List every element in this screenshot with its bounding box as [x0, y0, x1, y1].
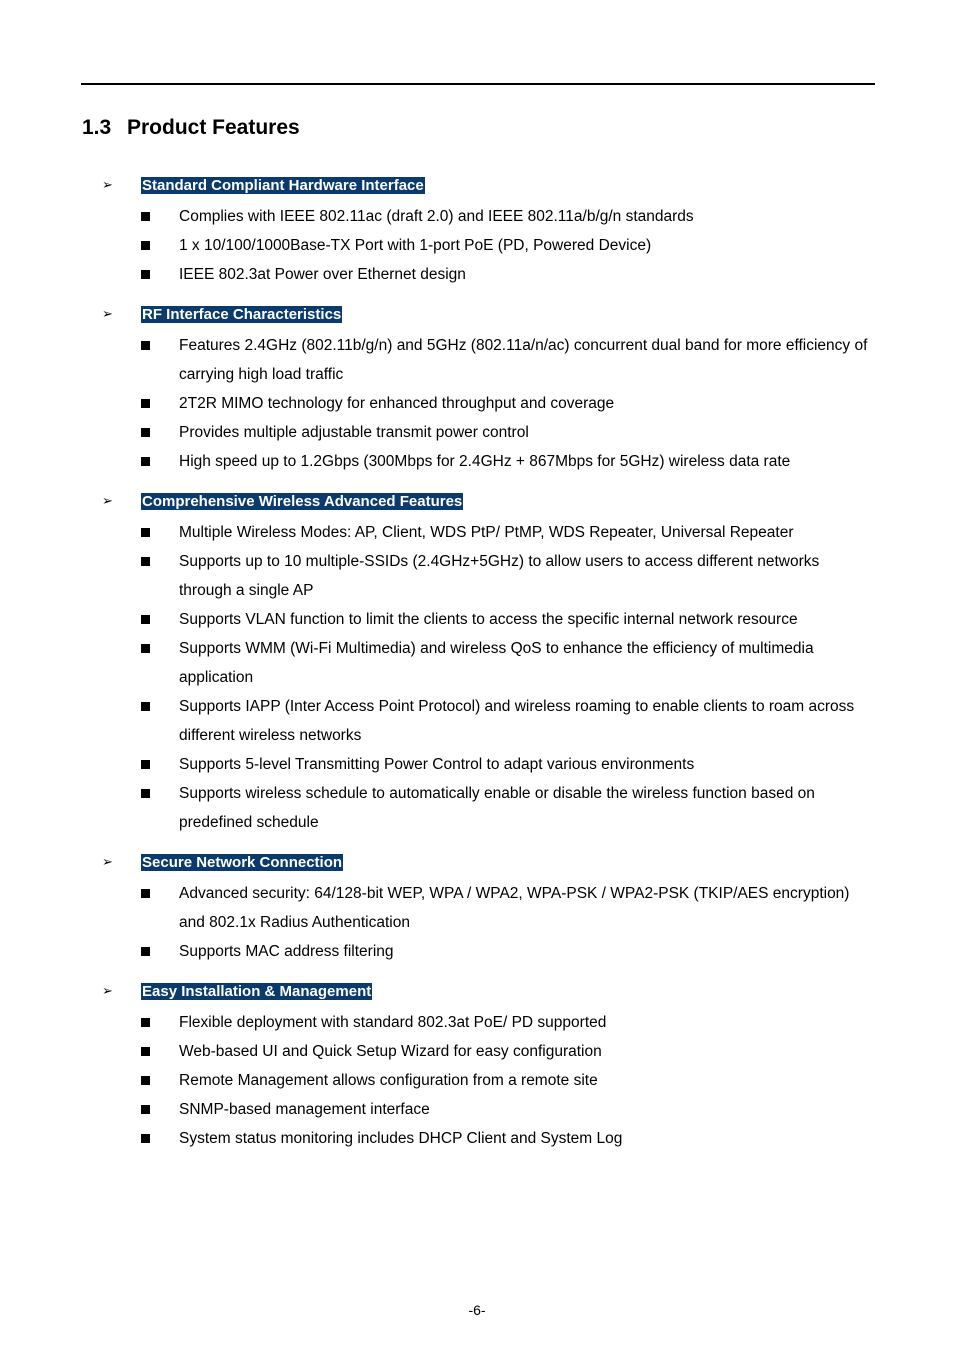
- feature-item: [0, 605, 954, 634]
- feature-item: [0, 750, 954, 779]
- feature-item-text: Provides multiple adjustable transmit power control: [179, 424, 529, 441]
- feature-item-text: Supports MAC address filtering: [179, 943, 394, 960]
- feature-item: [0, 447, 954, 476]
- feature-item: [0, 779, 954, 837]
- square-bullet-icon: [141, 270, 150, 279]
- feature-section-title: Standard Compliant Hardware Interface: [142, 177, 424, 194]
- square-bullet-icon: [141, 557, 150, 566]
- feature-item-text: Supports wireless schedule to automatically enable or disable the wireless function based on predefined schedule: [179, 785, 815, 831]
- square-bullet-icon: [141, 1134, 150, 1143]
- feature-item: [0, 547, 954, 605]
- feature-item: [0, 202, 954, 231]
- feature-item-text: Supports WMM (Wi-Fi Multimedia) and wireless QoS to enhance the efficiency of multimedia application: [179, 640, 814, 686]
- feature-section: [0, 174, 954, 289]
- square-bullet-icon: [141, 702, 150, 711]
- feature-item: [0, 634, 954, 692]
- arrow-bullet-icon: ➢: [102, 983, 113, 998]
- square-bullet-icon: [141, 1047, 150, 1056]
- feature-section-header: [0, 980, 954, 1008]
- feature-section-header: [0, 851, 954, 879]
- feature-item-text: Supports 5-level Transmitting Power Control to adapt various environments: [179, 756, 695, 773]
- arrow-bullet-icon: ➢: [102, 306, 113, 321]
- feature-item: [0, 331, 954, 389]
- feature-item: [0, 260, 954, 289]
- square-bullet-icon: [141, 457, 150, 466]
- feature-item: [0, 1066, 954, 1095]
- square-bullet-icon: [141, 947, 150, 956]
- feature-item-text: Multiple Wireless Modes: AP, Client, WDS PtP/ PtMP, WDS Repeater, Universal Repeater: [179, 524, 794, 541]
- square-bullet-icon: [141, 241, 150, 250]
- feature-list: [0, 174, 954, 1167]
- feature-item: [0, 879, 954, 937]
- section-number: 1.3: [82, 116, 112, 139]
- arrow-bullet-icon: ➢: [102, 493, 113, 508]
- feature-item-text: Supports IAPP (Inter Access Point Protocol) and wireless roaming to enable clients to roam across different wireless networks: [179, 698, 855, 744]
- square-bullet-icon: [141, 528, 150, 537]
- feature-item-text: Web-based UI and Quick Setup Wizard for easy configuration: [179, 1043, 602, 1060]
- square-bullet-icon: [141, 428, 150, 437]
- feature-section-header: [0, 303, 954, 331]
- feature-item-text: Supports VLAN function to limit the clients to access the specific internal network resource: [179, 611, 798, 628]
- square-bullet-icon: [141, 644, 150, 653]
- feature-item-text: Supports up to 10 multiple-SSIDs (2.4GHz+5GHz) to allow users to access different networks through a single AP: [179, 553, 820, 599]
- square-bullet-icon: [141, 1105, 150, 1114]
- square-bullet-icon: [141, 399, 150, 408]
- feature-item: [0, 518, 954, 547]
- square-bullet-icon: [141, 889, 150, 898]
- feature-section: [0, 980, 954, 1153]
- square-bullet-icon: [141, 1018, 150, 1027]
- feature-section-title: Easy Installation & Management: [142, 983, 372, 1000]
- square-bullet-icon: [141, 760, 150, 769]
- square-bullet-icon: [141, 212, 150, 221]
- feature-items: [0, 1008, 954, 1153]
- square-bullet-icon: [141, 615, 150, 624]
- feature-item-text: 2T2R MIMO technology for enhanced throughput and coverage: [179, 395, 615, 412]
- section-title: Product Features: [127, 116, 300, 139]
- feature-item: [0, 389, 954, 418]
- feature-items: [0, 879, 954, 966]
- arrow-bullet-icon: ➢: [102, 177, 113, 192]
- feature-item: [0, 1037, 954, 1066]
- feature-item-text: High speed up to 1.2Gbps (300Mbps for 2.4GHz + 867Mbps for 5GHz) wireless data rate: [179, 453, 791, 470]
- feature-item: [0, 1124, 954, 1153]
- feature-section-title: Comprehensive Wireless Advanced Features: [142, 493, 463, 510]
- feature-section-header: [0, 174, 954, 202]
- feature-item-text: Complies with IEEE 802.11ac (draft 2.0) and IEEE 802.11a/b/g/n standards: [179, 208, 694, 225]
- feature-section-title: RF Interface Characteristics: [142, 306, 342, 323]
- feature-item-text: Flexible deployment with standard 802.3at PoE/ PD supported: [179, 1014, 607, 1031]
- feature-item: [0, 937, 954, 966]
- feature-item-text: IEEE 802.3at Power over Ethernet design: [179, 266, 466, 283]
- feature-item-text: System status monitoring includes DHCP Client and System Log: [179, 1130, 623, 1147]
- section-heading: [82, 116, 300, 140]
- feature-section-title: Secure Network Connection: [142, 854, 343, 871]
- page-number: -6-: [468, 1302, 486, 1318]
- feature-item-text: Features 2.4GHz (802.11b/g/n) and 5GHz (802.11a/n/ac) concurrent dual band for more efficiency of carrying high load traffic: [179, 337, 868, 383]
- feature-section: [0, 303, 954, 476]
- feature-items: [0, 202, 954, 289]
- header-rule: [81, 83, 875, 85]
- feature-item: [0, 1008, 954, 1037]
- feature-section: [0, 851, 954, 966]
- feature-item: [0, 231, 954, 260]
- arrow-bullet-icon: ➢: [102, 854, 113, 869]
- feature-item-text: 1 x 10/100/1000Base-TX Port with 1-port PoE (PD, Powered Device): [179, 237, 652, 254]
- feature-item: [0, 1095, 954, 1124]
- feature-items: [0, 331, 954, 476]
- feature-item: [0, 692, 954, 750]
- square-bullet-icon: [141, 789, 150, 798]
- feature-items: [0, 518, 954, 837]
- feature-item: [0, 418, 954, 447]
- square-bullet-icon: [141, 1076, 150, 1085]
- square-bullet-icon: [141, 341, 150, 350]
- feature-section-header: [0, 490, 954, 518]
- feature-item-text: SNMP-based management interface: [179, 1101, 430, 1118]
- feature-item-text: Advanced security: 64/128-bit WEP, WPA / WPA2, WPA-PSK / WPA2-PSK (TKIP/AES encryption) and 802.1x Radius Authentication: [179, 885, 850, 931]
- feature-item-text: Remote Management allows configuration from a remote site: [179, 1072, 598, 1089]
- feature-section: [0, 490, 954, 837]
